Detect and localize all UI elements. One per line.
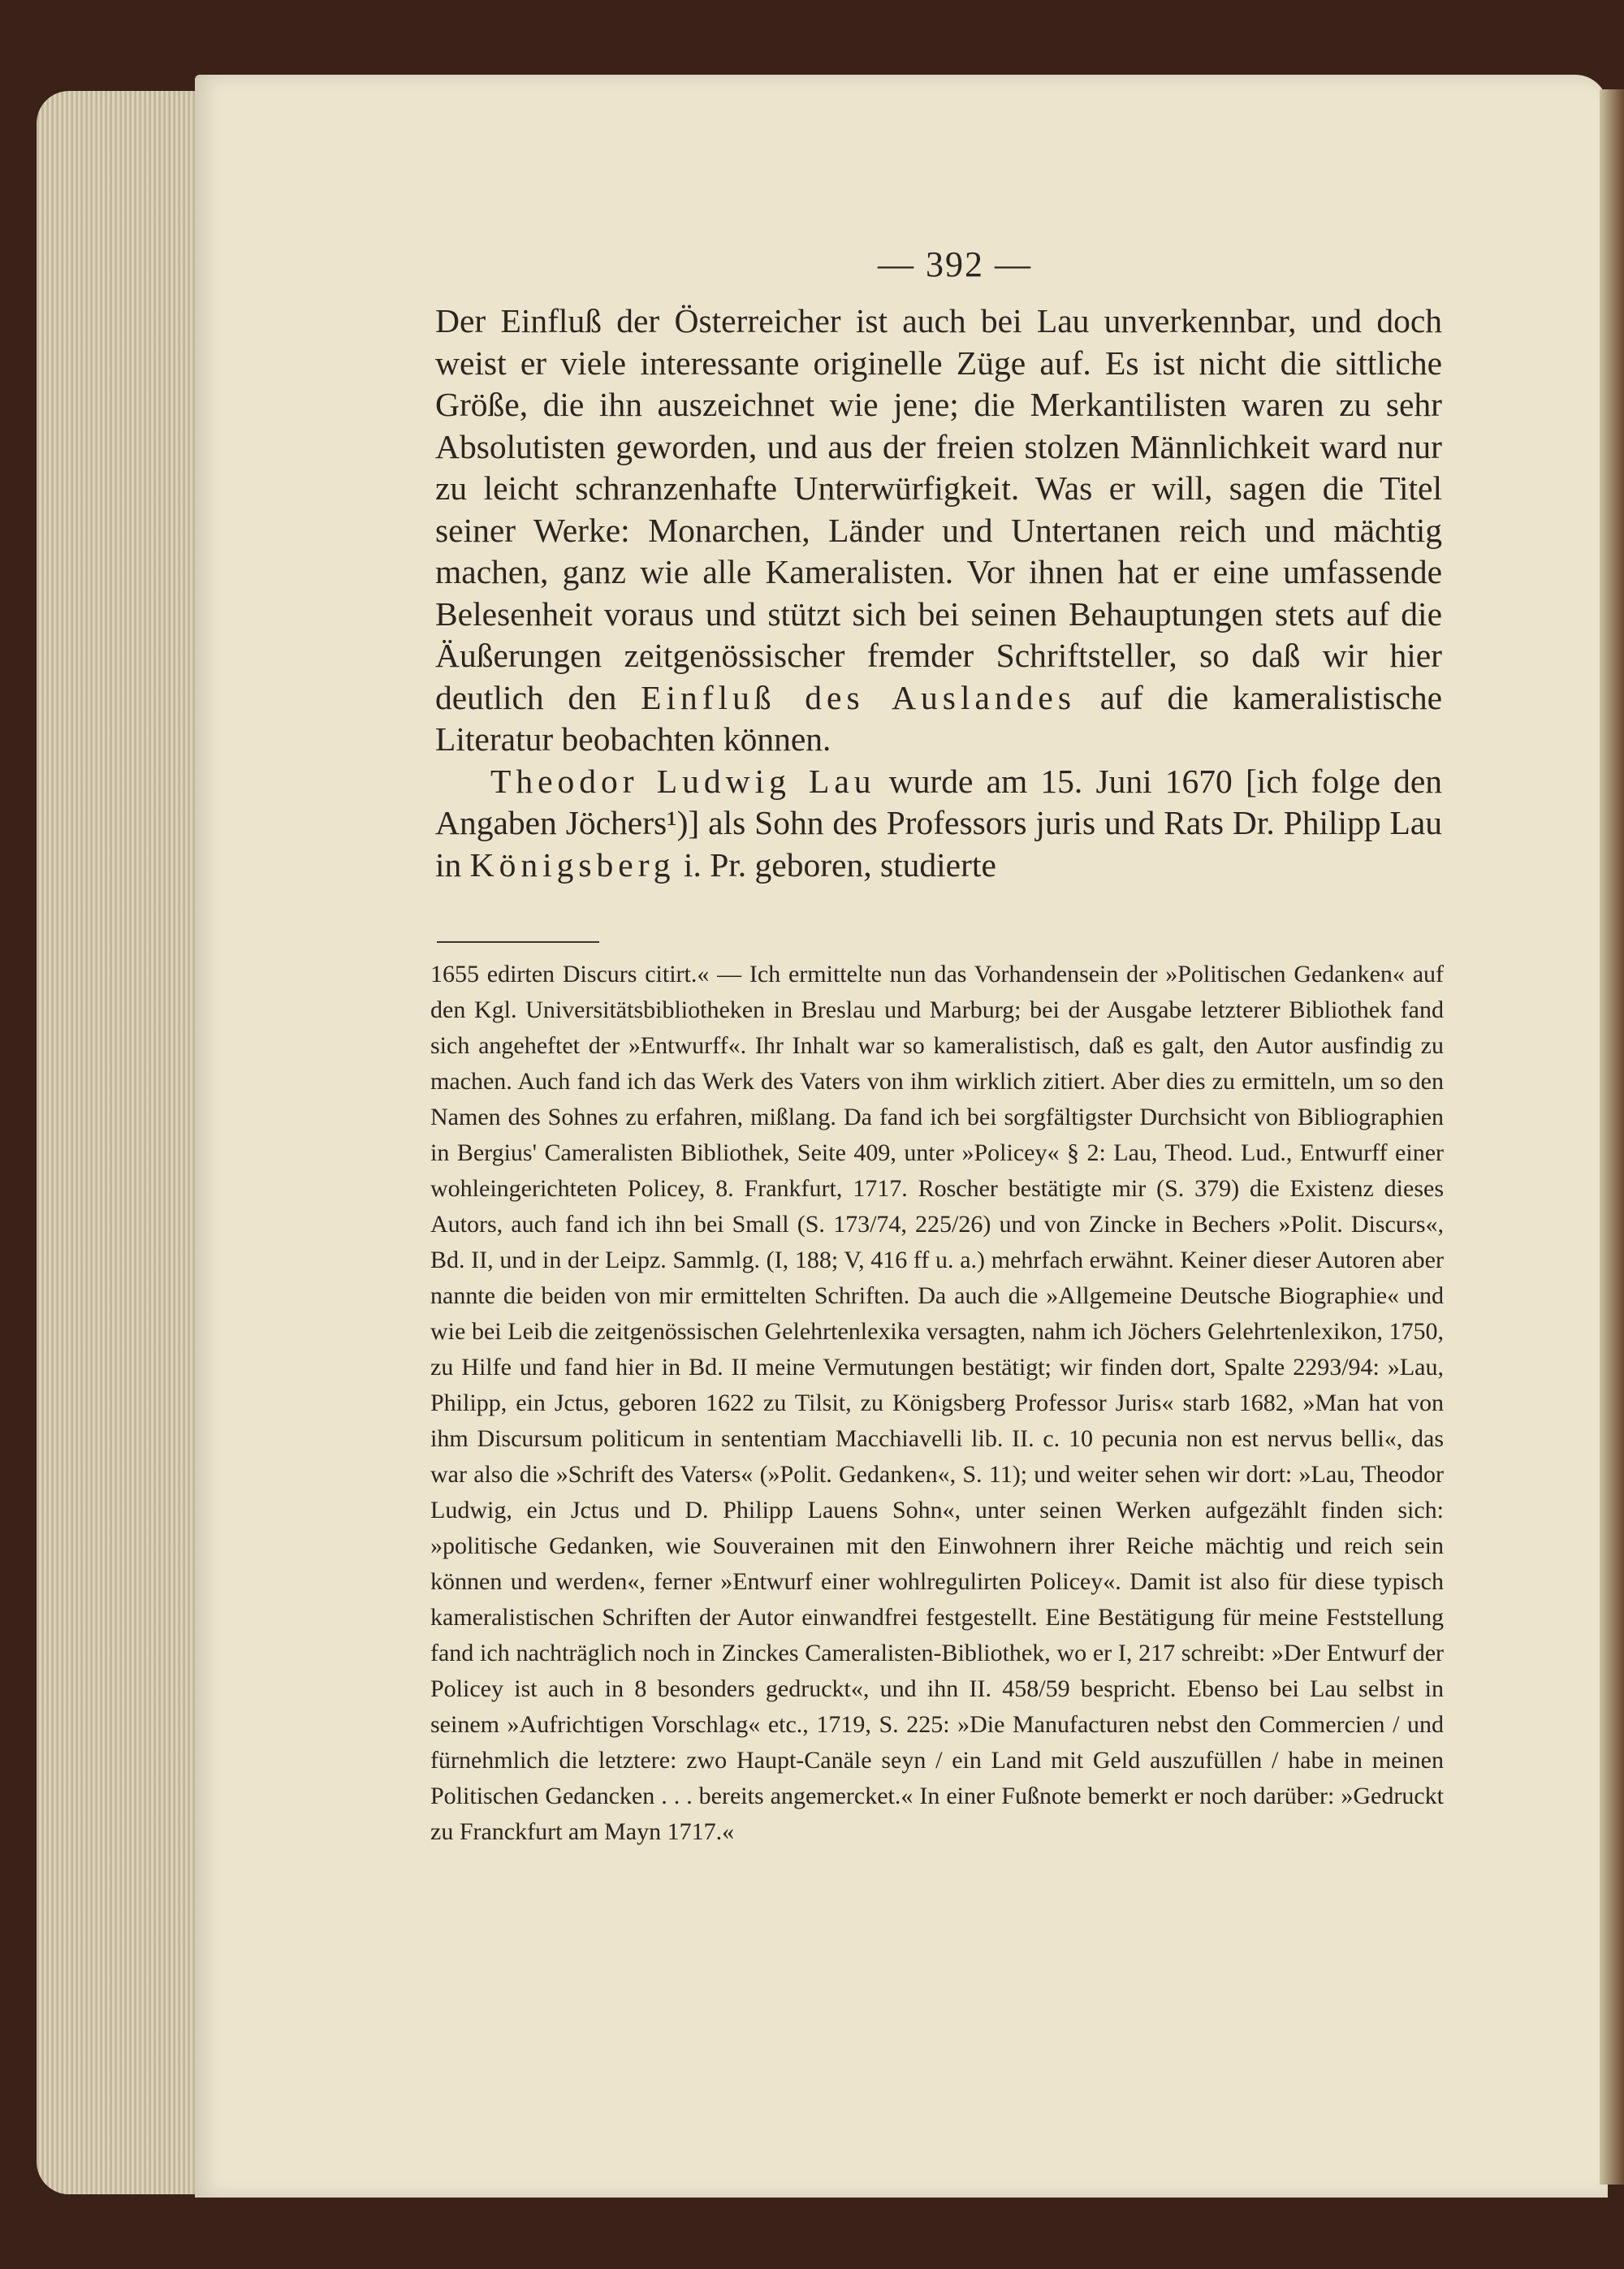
p1-spaced-text: Einfluß des Auslandes [641, 678, 1076, 716]
page-number: — 392 — [878, 244, 1032, 284]
p2-spaced-name: Theodor Ludwig Lau [490, 762, 876, 800]
spine-shadow [1600, 89, 1624, 2185]
p2-text-a: wurde am 15. Juni 1670 [ich folge den Angaben Jöchers¹)] als Sohn des Professors juris und Rats Dr. Philipp Lau in [435, 762, 1442, 884]
p1-text-b: auf die kameralistische Literatur beobachten können. [435, 678, 1443, 758]
paragraph-2 [435, 761, 1442, 887]
p2-spaced-place: Königsberg [469, 845, 676, 884]
main-text [435, 300, 1442, 886]
footnote-divider [437, 941, 599, 943]
p2-text-b: i. Pr. geboren, studierte [683, 845, 996, 884]
footnote-text: 1655 edirten Discurs citirt.« — Ich ermittelte nun das Vorhandensein der »Politischen Gedanken« auf den Kgl. Universitätsbibliotheken in Breslau und Marburg; bei der Ausgabe letzterer Bibliothek fand sich angeheftet der »Entwurff«. Ihr Inhalt war so kameralistisch, daß es galt, den Autor ausfindig zu machen. Auch fand ich das Werk des Vaters von ihm wirklich zitiert. Aber dies zu ermitteln, um so den Namen des Sohnes zu erfahren, mißlang. Da fand ich bei sorgfältigster Durchsicht von Bibliographien in Bergius' Cameralisten Bibliothek, Seite 409, unter »Policey« § 2: Lau, Theod. Lud., Entwurff einer wohleingerichteten Policey, 8. Frankfurt, 1717. Roscher bestätigte mir (S. 379) die Existenz dieses Autors, auch fand ich ihn bei Small (S. 173/74, 225/26) und von Zincke in Bechers »Polit. Discurs«, Bd. II, und in der Leipz. Sammlg. (I, 188; V, 416 ff u. a.) mehrfach erwähnt. Keiner dieser Autoren aber nannte die beiden von mir ermittelten Schriften. Da auch die »Allgemeine Deutsche Biographie« und wie bei Leib die zeitgenössischen Gelehrtenlexika versagten, nahm ich Jöchers Gelehrtenlexikon, 1750, zu Hilfe und fand hier in Bd. II meine Vermutungen bestätigt; wir finden dort, Spalte 2293/94: »Lau, Philipp, ein Jctus, geboren 1622 zu Tilsit, zu Königsberg Professor Juris« starb 1682, »Man hat von ihm Discursum politicum in sententiam Macchiavelli lib. II. c. 10 pecunia non est nervus belli«, das war also die »Schrift des Vaters« (»Polit. Gedanken«, S. 11); und weiter sehen wir dort: »Lau, Theodor Ludwig, ein Jctus und D. Philipp Lauens Sohn«, unter seinen Werken aufgezählt finden sich: »politische Gedanken, wie Souverainen mit den Einwohnern ihrer Reiche mächtig und reich sein können und werden«, ferner »Entwurf einer wohlregulirten Policey«. Damit ist also für diese typisch kameralistischen Schriften der Autor einwandfrei festgestellt. Eine Bestätigung für meine Feststellung fand ich nachträglich noch in Zinckes Cameralisten-Bibliothek, wo er I, 217 schreibt: »Der Entwurf der Policey ist auch in 8 besonders gedruckt«, und ihn II. 458/59 bespricht. Ebenso bei Lau selbst in seinem »Aufrichtigen Vorschlag« etc., 1719, S. 225: »Die Manufacturen nebst den Commercien / und fürnehmlich die letztere: zwo Haupt-Canäle seyn / ein Land mit Geld auszufüllen / habe in meinen Politischen Gedancken . . . bereits angemercket.« In einer Fußnote bemerkt er noch darüber: »Gedruckt zu Franckfurt am Mayn 1717.« [430, 961, 1444, 1845]
paragraph-1 [435, 300, 1442, 761]
footnote [430, 957, 1444, 1850]
p1-text-a: Der Einfluß der Österreicher ist auch bei Lau unverkennbar, und doch weist er viele interessante originelle Züge auf. Es ist nicht die sittliche Größe, die ihn auszeichnet wie jene; die Merkantilisten waren zu sehr Absolutisten geworden, und aus der freien stolzen Männlichkeit ward nur zu leicht schranzenhafte Unterwürfigkeit. Was er will, sagen die Titel seiner Werke: Monarchen, Länder und Untertanen reich und mächtig machen, ganz wie alle Kameralisten. Vor ihnen hat er eine umfassende Belesenheit voraus und stützt sich bei seinen Behauptungen stets auf die Äußerungen zeitgenössischer fremder Schriftsteller, so daß wir hier deutlich den [435, 302, 1442, 716]
